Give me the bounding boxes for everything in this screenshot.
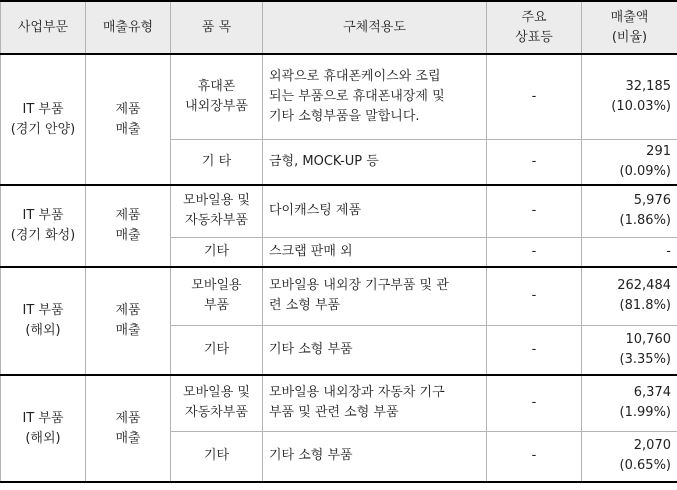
usage-cell (263, 267, 487, 325)
sales-type-cell (86, 267, 171, 375)
amount-value: - (666, 243, 671, 259)
division-line: IT 부품 (22, 410, 64, 426)
division-line: (경기 안양) (10, 121, 76, 137)
item-line: 기타 (203, 243, 230, 259)
division-line: (경기 화성) (10, 228, 76, 243)
division-cell (1, 54, 86, 185)
item-cell (171, 431, 263, 482)
usage-line: 기타 소형 부품 (269, 341, 353, 357)
amount-cell (582, 237, 677, 267)
table-row (1, 185, 677, 237)
sales-type-line: 매출 (115, 228, 141, 243)
sales-type-line: 매출 (115, 121, 141, 137)
amount-value: 10,760 (625, 331, 671, 347)
usage-cell (263, 54, 487, 139)
sales-type-cell (86, 185, 171, 267)
sales-type-cell (86, 54, 171, 185)
division-line: IT 부품 (22, 303, 64, 318)
header-amount (582, 1, 677, 54)
item-line: 모바일용 및 (183, 193, 250, 209)
amount-ratio: (1.99%) (619, 405, 671, 421)
amount-value: 291 (646, 143, 671, 159)
usage-line: 되는 부품으로 휴대폰내장제 및 (269, 88, 445, 104)
division-line: (해외) (25, 323, 61, 338)
item-line: 자동차부품 (185, 213, 248, 229)
item-line: 모바일용 및 (183, 385, 250, 401)
division-cell (1, 267, 86, 375)
usage-line: 다이캐스팅 제품 (269, 203, 362, 219)
header-brand (487, 1, 582, 54)
amount-ratio: (0.09%) (619, 163, 671, 179)
item-line: 휴대폰 (197, 78, 236, 94)
usage-line: 외곽으로 휴대폰케이스와 조립 (269, 68, 441, 84)
item-cell (171, 325, 263, 375)
item-line: 내외장부품 (185, 98, 248, 114)
amount-value: 6,374 (633, 385, 671, 401)
usage-line: 스크랩 판매 외 (269, 243, 353, 259)
brand-cell: - (487, 185, 582, 237)
item-line: 모바일용 (191, 278, 242, 294)
division-line: IT 부품 (22, 101, 64, 117)
table-row (1, 267, 677, 325)
amount-value: 5,976 (633, 193, 671, 209)
item-cell (171, 237, 263, 267)
item-line: 기 타 (201, 153, 232, 169)
amount-ratio: (0.65%) (619, 458, 671, 474)
usage-line: 모바일용 내외장과 자동차 기구 (269, 385, 445, 401)
brand-cell: - (487, 54, 582, 139)
usage-line: 기타 소형부품을 말합니다. (269, 108, 420, 124)
header-amount-line2: (비율) (611, 29, 648, 45)
header-division: 사업부문 (1, 1, 86, 54)
usage-cell (263, 237, 487, 267)
amount-cell (582, 325, 677, 375)
sales-type-line: 제품 (115, 101, 141, 117)
brand-cell: - (487, 325, 582, 375)
header-brand-line1: 주요 (521, 9, 547, 25)
usage-line: 기타 소형 부품 (269, 448, 353, 464)
brand-cell: - (487, 267, 582, 325)
sales-type-line: 매출 (115, 323, 141, 338)
usage-line: 부품 및 관련 소형 부품 (269, 405, 399, 421)
usage-cell (263, 325, 487, 375)
amount-value: 262,484 (617, 278, 671, 294)
amount-cell (582, 431, 677, 482)
amount-ratio: (81.8%) (619, 298, 671, 314)
item-cell (171, 267, 263, 325)
usage-line: 금형, MOCK-UP 등 (269, 153, 379, 169)
header-item: 품 목 (171, 1, 263, 54)
sales-type-line: 제품 (115, 303, 141, 318)
item-line: 자동차부품 (185, 405, 248, 421)
header-usage: 구체적용도 (263, 1, 487, 54)
usage-cell (263, 139, 487, 185)
amount-value: 2,070 (633, 438, 671, 454)
sales-type-cell (86, 375, 171, 482)
item-cell (171, 375, 263, 431)
sales-type-line: 제품 (115, 410, 141, 426)
amount-cell (582, 185, 677, 237)
item-cell (171, 54, 263, 139)
brand-cell: - (487, 237, 582, 267)
header-sales-type: 매출유형 (86, 1, 171, 54)
division-cell (1, 375, 86, 482)
item-cell (171, 185, 263, 237)
division-line: IT 부품 (22, 208, 64, 223)
header-amount-line1: 매출액 (610, 9, 649, 25)
brand-cell: - (487, 375, 582, 431)
amount-cell (582, 375, 677, 431)
usage-line: 련 소형 부품 (269, 298, 341, 314)
amount-ratio: (3.35%) (619, 351, 671, 367)
brand-cell: - (487, 431, 582, 482)
division-line: (해외) (25, 430, 61, 446)
header-brand-line2: 상표등 (515, 29, 553, 45)
division-cell (1, 185, 86, 267)
table-row (1, 375, 677, 431)
sales-type-line: 매출 (115, 430, 141, 446)
sales-type-line: 제품 (115, 208, 141, 223)
table-row (1, 54, 677, 139)
amount-cell (582, 54, 677, 139)
amount-value: 32,185 (625, 78, 671, 94)
amount-ratio: (1.86%) (619, 213, 671, 229)
usage-cell (263, 375, 487, 431)
usage-cell (263, 185, 487, 237)
brand-cell: - (487, 139, 582, 185)
usage-cell (263, 431, 487, 482)
amount-cell (582, 139, 677, 185)
header-row (1, 1, 677, 54)
item-line: 기타 (203, 448, 230, 464)
amount-ratio: (10.03%) (611, 98, 671, 114)
item-line: 기타 (203, 341, 230, 357)
usage-line: 모바일용 내외장 기구부품 및 관 (269, 278, 449, 294)
amount-cell (582, 267, 677, 325)
item-cell (171, 139, 263, 185)
item-line: 부품 (203, 298, 230, 314)
